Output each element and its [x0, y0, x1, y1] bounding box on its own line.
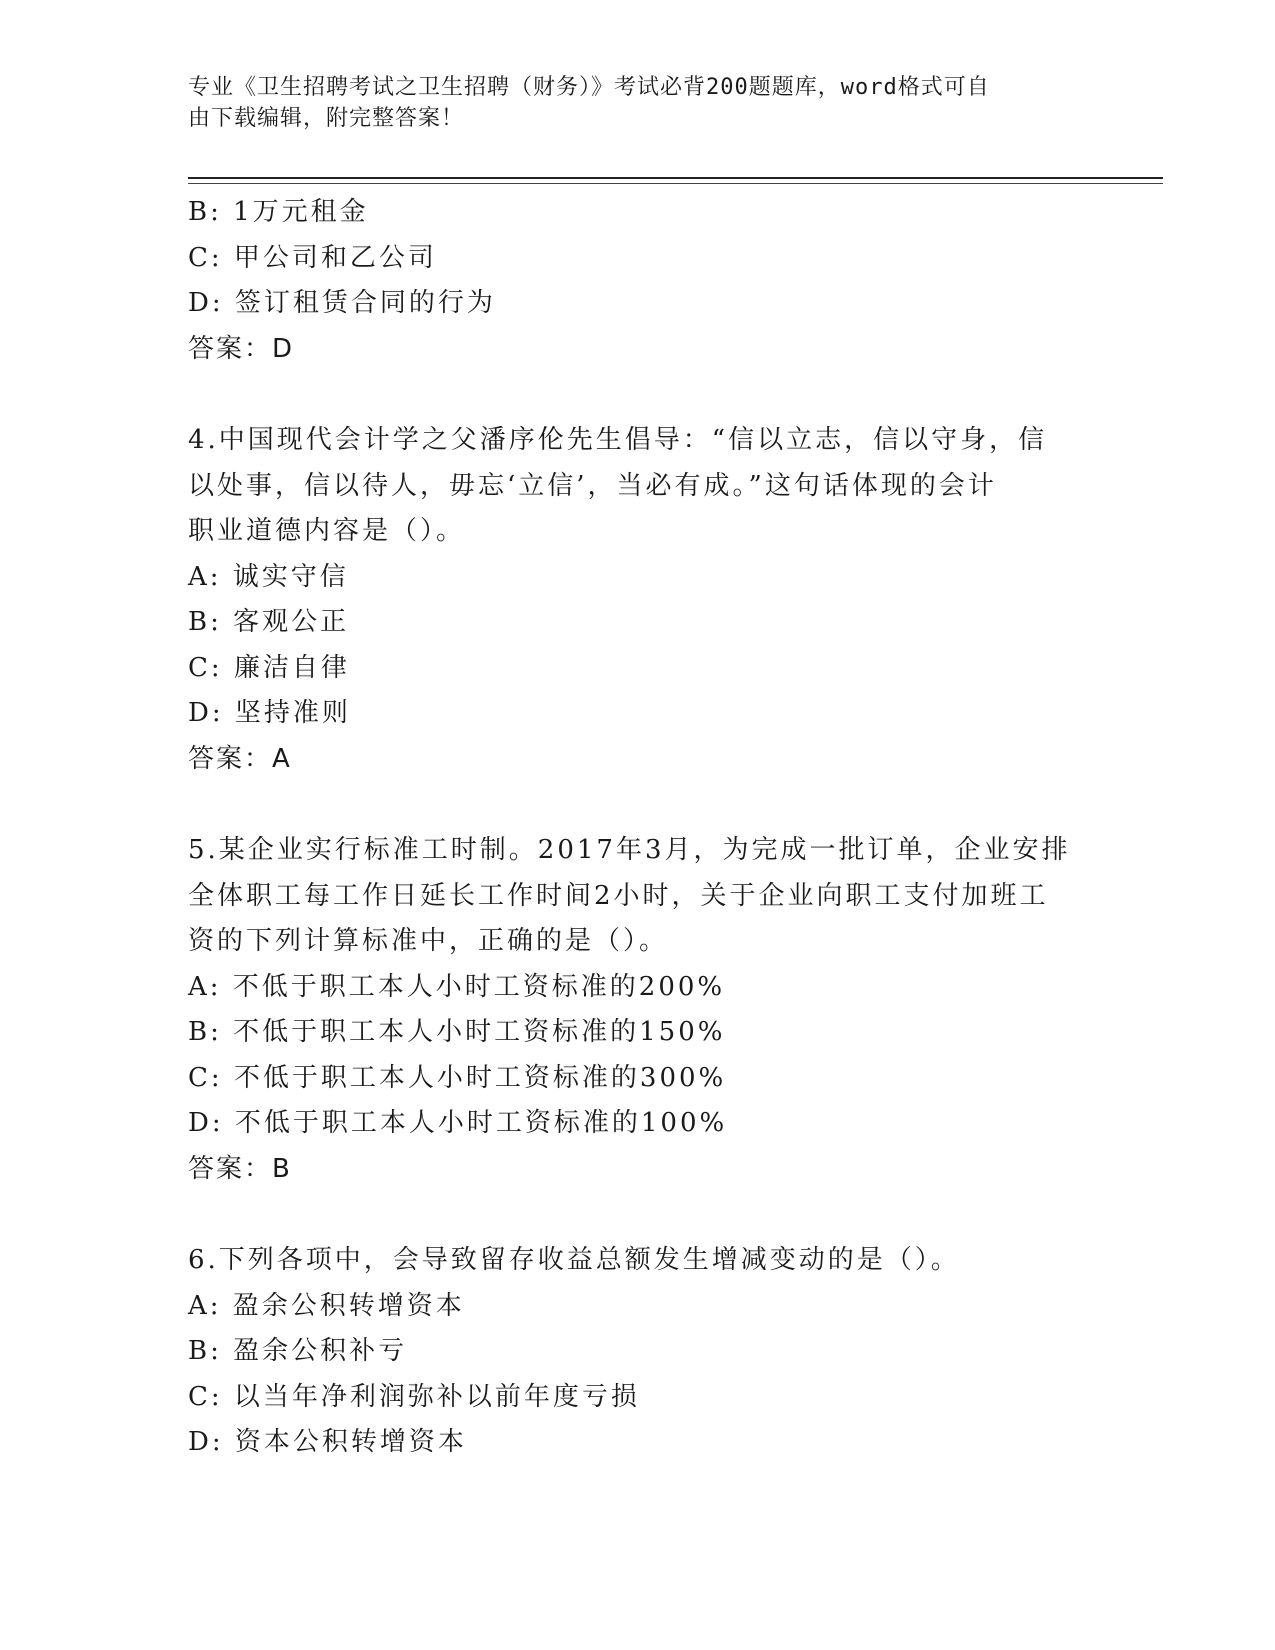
question-block-4: [188, 418, 1088, 782]
question-text-line: 资的下列计算标准中，正确的是（）。: [188, 926, 669, 956]
option-b: B: 盈余公积补亏: [188, 1336, 408, 1366]
option-a: A: 不低于职工本人小时工资标准的200%: [188, 971, 726, 1002]
answer-line: 答案：B: [188, 1153, 292, 1184]
question-text-line: 4.中国现代会计学之父潘序伦先生倡导：“信以立志，信以守身，信: [188, 425, 1048, 455]
answer-line: 答案：D: [188, 333, 295, 364]
spacer: [188, 372, 1088, 418]
header-line-2: 由下载编辑，附完整答案！: [188, 106, 465, 131]
question-text-line: 5.某企业实行标准工时制。2017年3月，为完成一批订单，企业安排: [188, 835, 1071, 865]
header-divider-thin: [188, 183, 1163, 184]
option-b: B: 客观公正: [188, 607, 350, 637]
document-header: [188, 72, 1068, 134]
option-b: B: 1万元租金: [188, 197, 369, 227]
question-block-6: [188, 1238, 1088, 1466]
spacer: [188, 782, 1088, 828]
option-c: C: 廉洁自律: [188, 652, 350, 683]
header-line-1: 专业《卫生招聘考试之卫生招聘（财务）》考试必背200题题库，word格式可自: [188, 75, 990, 100]
question-text-line: 以处事，信以待人，毋忘‘立信’，当必有成。”这句话体现的会计: [188, 470, 997, 501]
question-text-line: 全体职工每工作日延长工作时间2小时，关于企业向职工支付加班工: [188, 880, 1049, 911]
question-block-5: [188, 828, 1088, 1192]
option-a: A: 盈余公积转增资本: [188, 1290, 465, 1321]
option-c: C: 甲公司和乙公司: [188, 242, 437, 273]
option-c: C: 以当年净利润弥补以前年度亏损: [188, 1381, 640, 1412]
question-list: [188, 190, 1088, 1466]
spacer: [188, 1192, 1088, 1238]
answer-line: 答案：A: [188, 743, 292, 774]
option-c: C: 不低于职工本人小时工资标准的300%: [188, 1062, 727, 1093]
option-a: A: 诚实守信: [188, 561, 349, 592]
question-block-prev: [188, 190, 1088, 372]
option-d: D: 签订租赁合同的行为: [188, 288, 496, 318]
option-d: D: 资本公积转增资本: [188, 1427, 467, 1457]
option-b: B: 不低于职工本人小时工资标准的150%: [188, 1017, 726, 1047]
question-text-line: 6.下列各项中，会导致留存收益总额发生增减变动的是（）。: [188, 1245, 960, 1275]
question-text-line: 职业道德内容是（）。: [188, 516, 466, 546]
option-d: D: 坚持准则: [188, 698, 351, 728]
header-divider-thick: [188, 177, 1163, 179]
option-d: D: 不低于职工本人小时工资标准的100%: [188, 1108, 728, 1138]
